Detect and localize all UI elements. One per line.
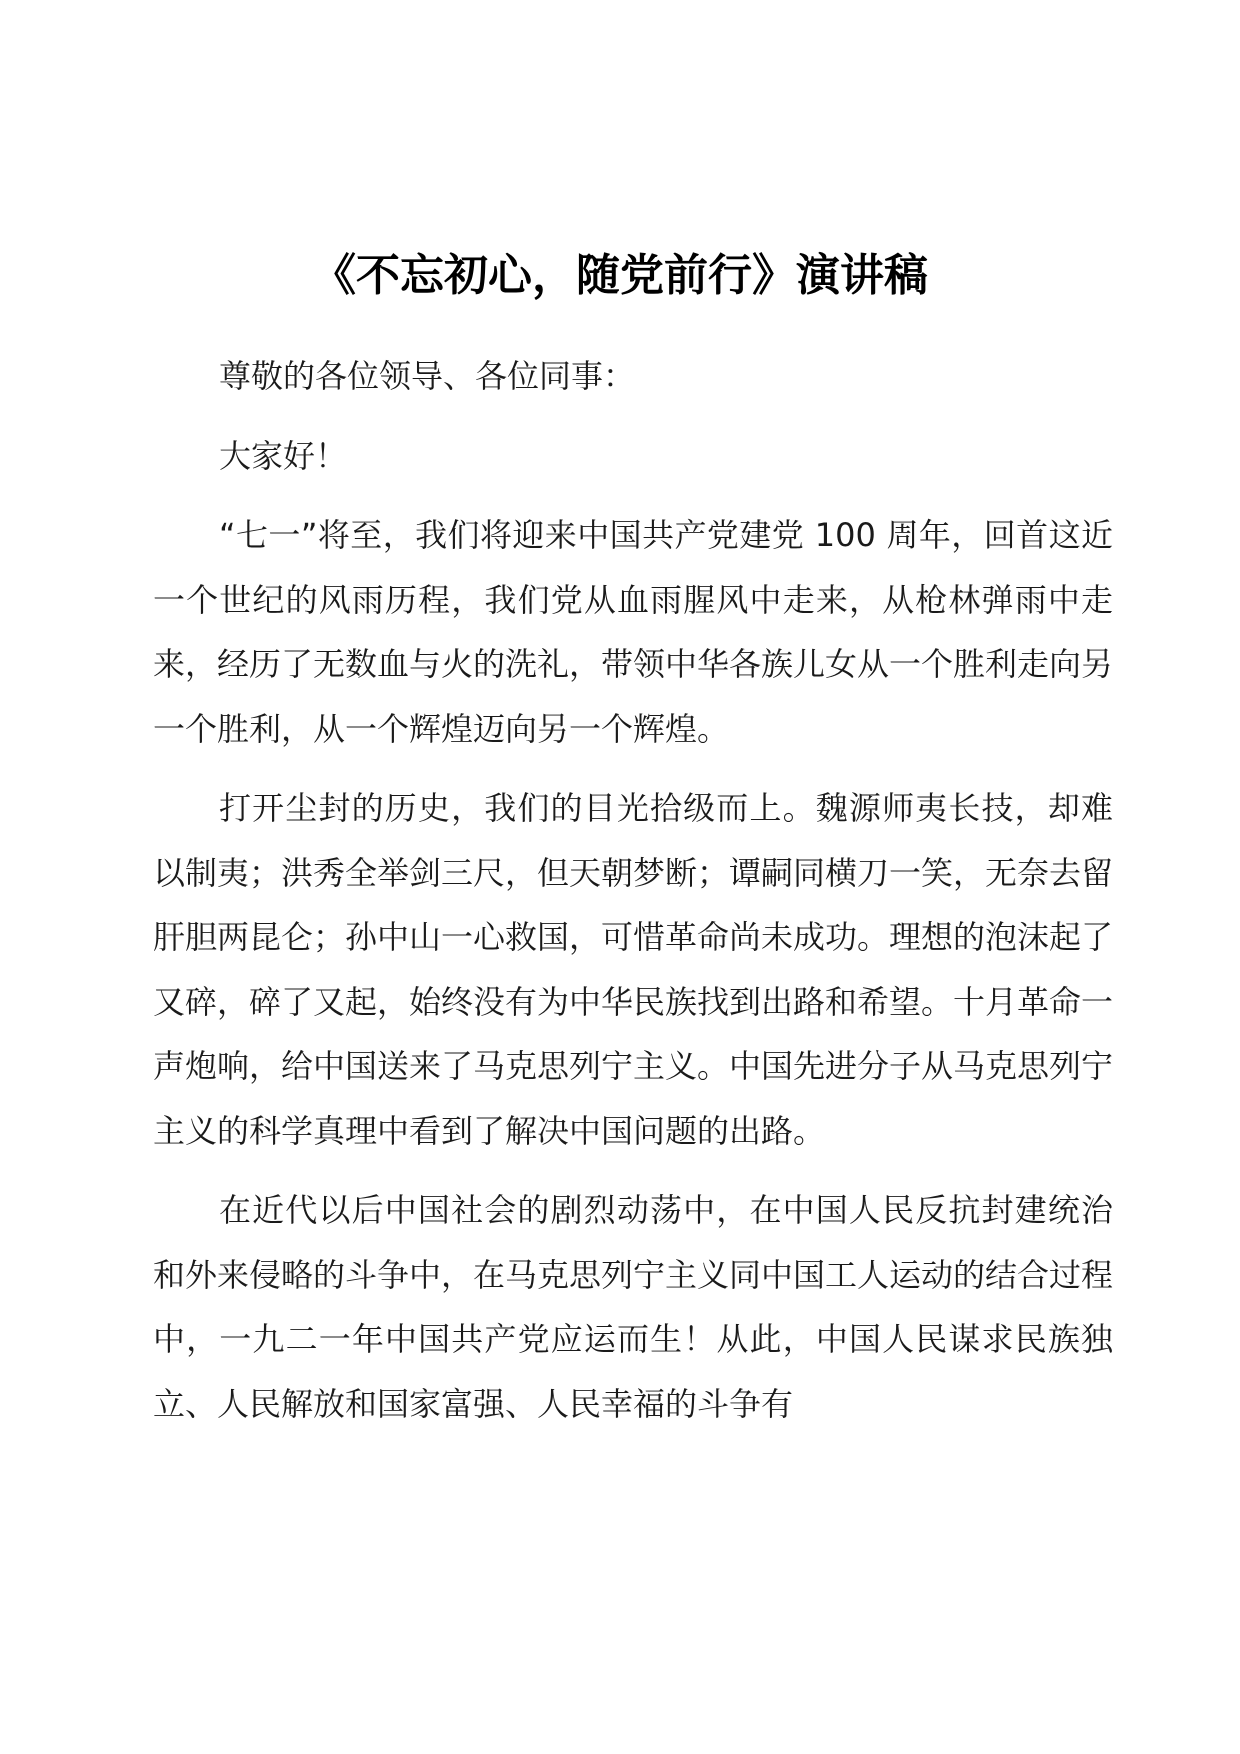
- paragraph-3: 在近代以后中国社会的剧烈动荡中，在中国人民反抗封建统治和外来侵略的斗争中，在马克思列宁主义同中国工人运动的结合过程中，一九二一年中国共产党应运而生！从此，中国人民谋求民族独立、人民解放和国家富强、人民幸福的斗争有: [153, 1191, 1114, 1423]
- paragraph-2: 打开尘封的历史，我们的目光拾级而上。魏源师夷长技，却难以制夷；洪秀全举剑三尺，但天朝梦断；谭嗣同横刀一笑，无奈去留肝胆两昆仑；孙中山一心救国，可惜革命尚未成功。理想的泡沫起了又碎，碎了又起，始终没有为中华民族找到出路和希望。十月革命一声炮响，给中国送来了马克思列宁主义。中国先进分子从马克思列宁主义的科学真理中看到了解决中国问题的出路。: [153, 789, 1114, 1150]
- paragraph-1: “七一”将至，我们将迎来中国共产党建党 100 周年，回首这近一个世纪的风雨历程，我们党从血雨腥风中走来，从枪林弹雨中走来，经历了无数血与火的洗礼，带领中华各族儿女从一个胜利走向另一个胜利，从一个辉煌迈向另一个辉煌。: [153, 516, 1114, 748]
- paragraph-salutation: 尊敬的各位领导、各位同事：: [219, 357, 636, 395]
- document-body: [153, 344, 1113, 1451]
- paragraph-greeting: 大家好！: [219, 436, 348, 475]
- document-title: 《不忘初心，随党前行》演讲稿: [312, 250, 928, 301]
